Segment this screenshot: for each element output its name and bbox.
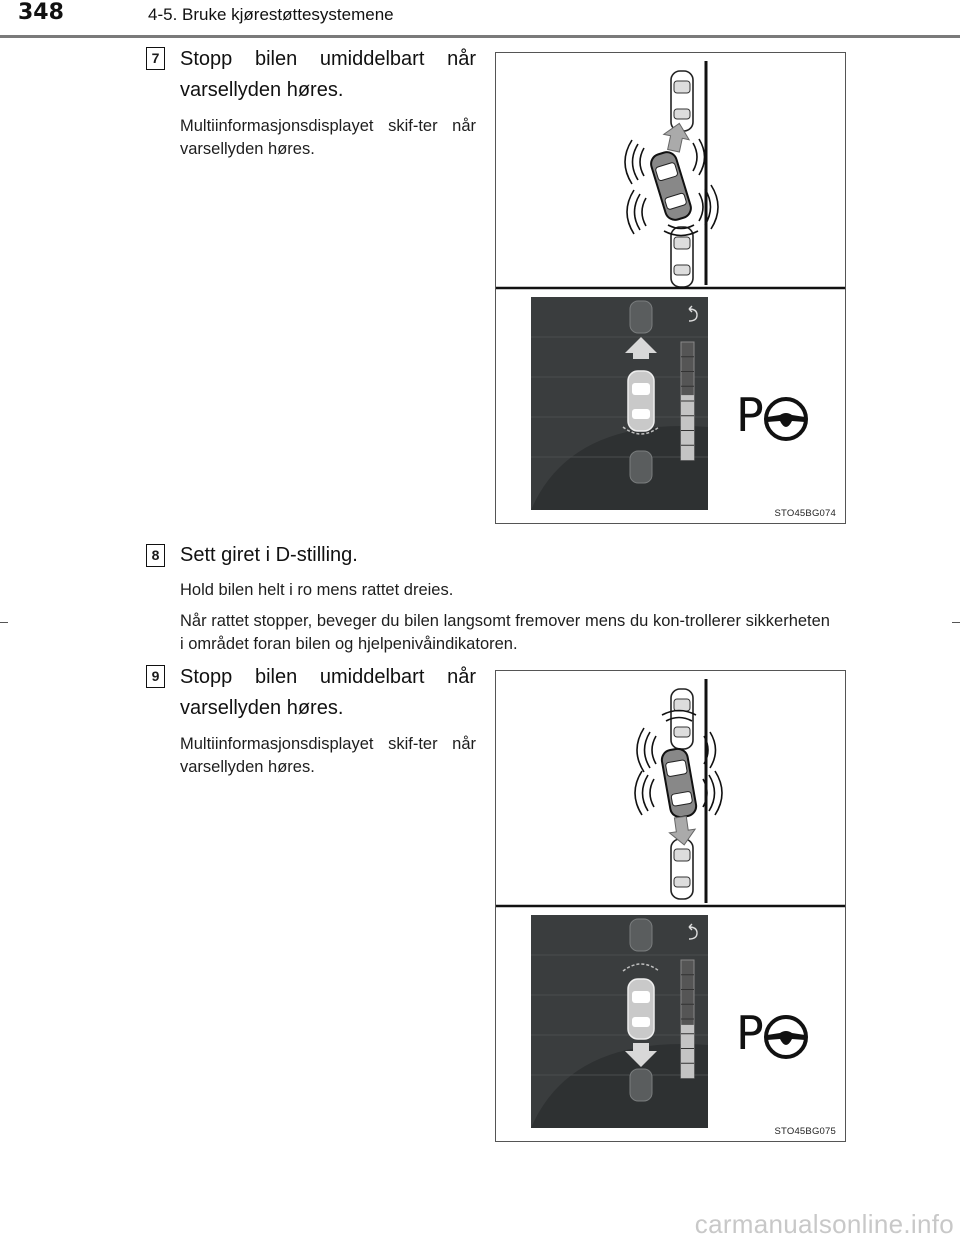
step-number-badge: 9 bbox=[146, 665, 165, 688]
figure-backward-warning bbox=[495, 670, 846, 1142]
step-number-badge: 7 bbox=[146, 47, 165, 70]
crop-mark bbox=[0, 622, 8, 623]
maneuver-illustration bbox=[496, 671, 845, 1141]
parked-car-icon bbox=[630, 1069, 652, 1101]
multi-information-display bbox=[531, 915, 708, 1128]
step-title: Stopp bilen umiddelbart når varsellyden høres. bbox=[180, 666, 476, 719]
step-description: Hold bilen helt i ro mens rattet dreies. bbox=[180, 581, 454, 599]
figure-forward-warning bbox=[495, 52, 846, 524]
parked-car-icon bbox=[630, 451, 652, 483]
step-title: Sett giret i D-stilling. bbox=[180, 544, 358, 566]
step-number-badge: 8 bbox=[146, 544, 165, 567]
page-number: 348 bbox=[18, 0, 64, 25]
header-rule bbox=[0, 35, 960, 38]
step-description: Når rattet stopper, beveger du bilen langsomt fremover mens du kon-trollerer sikkerheten i området foran bilen og hjelpenivåindikatoren. bbox=[180, 612, 830, 653]
parking-p-icon: P bbox=[736, 1006, 764, 1060]
step-description: Multiinformasjonsdisplayet skif-ter når varsellyden høres. bbox=[180, 117, 476, 158]
maneuver-illustration bbox=[496, 53, 845, 523]
multi-information-display bbox=[531, 297, 708, 510]
parked-car-icon bbox=[630, 301, 652, 333]
own-car-icon bbox=[628, 371, 654, 431]
parked-car-icon bbox=[671, 71, 693, 131]
level-bar-fill bbox=[681, 1025, 694, 1078]
crop-mark bbox=[952, 622, 960, 623]
parked-car-icon bbox=[671, 839, 693, 899]
own-car-icon bbox=[649, 150, 694, 223]
section-title: 4-5. Bruke kjørestøttesystemene bbox=[148, 5, 394, 24]
steering-wheel-icon bbox=[766, 399, 806, 439]
level-bar bbox=[681, 342, 694, 460]
figure-code: STO45BG074 bbox=[774, 508, 836, 519]
step-description: Multiinformasjonsdisplayet skif-ter når varsellyden høres. bbox=[180, 735, 476, 776]
parked-car-icon bbox=[630, 919, 652, 951]
backward-arrow-icon bbox=[667, 815, 697, 846]
step-title: Stopp bilen umiddelbart når varsellyden høres. bbox=[180, 48, 476, 101]
level-bar bbox=[681, 960, 694, 1078]
watermark: carmanualsonline.info bbox=[694, 1209, 954, 1239]
figure-code: STO45BG075 bbox=[774, 1126, 836, 1137]
level-bar-fill bbox=[681, 395, 694, 460]
own-car-icon bbox=[660, 747, 697, 818]
parking-p-icon: P bbox=[736, 388, 764, 442]
own-car-icon bbox=[628, 979, 654, 1039]
steering-wheel-icon bbox=[766, 1017, 806, 1057]
